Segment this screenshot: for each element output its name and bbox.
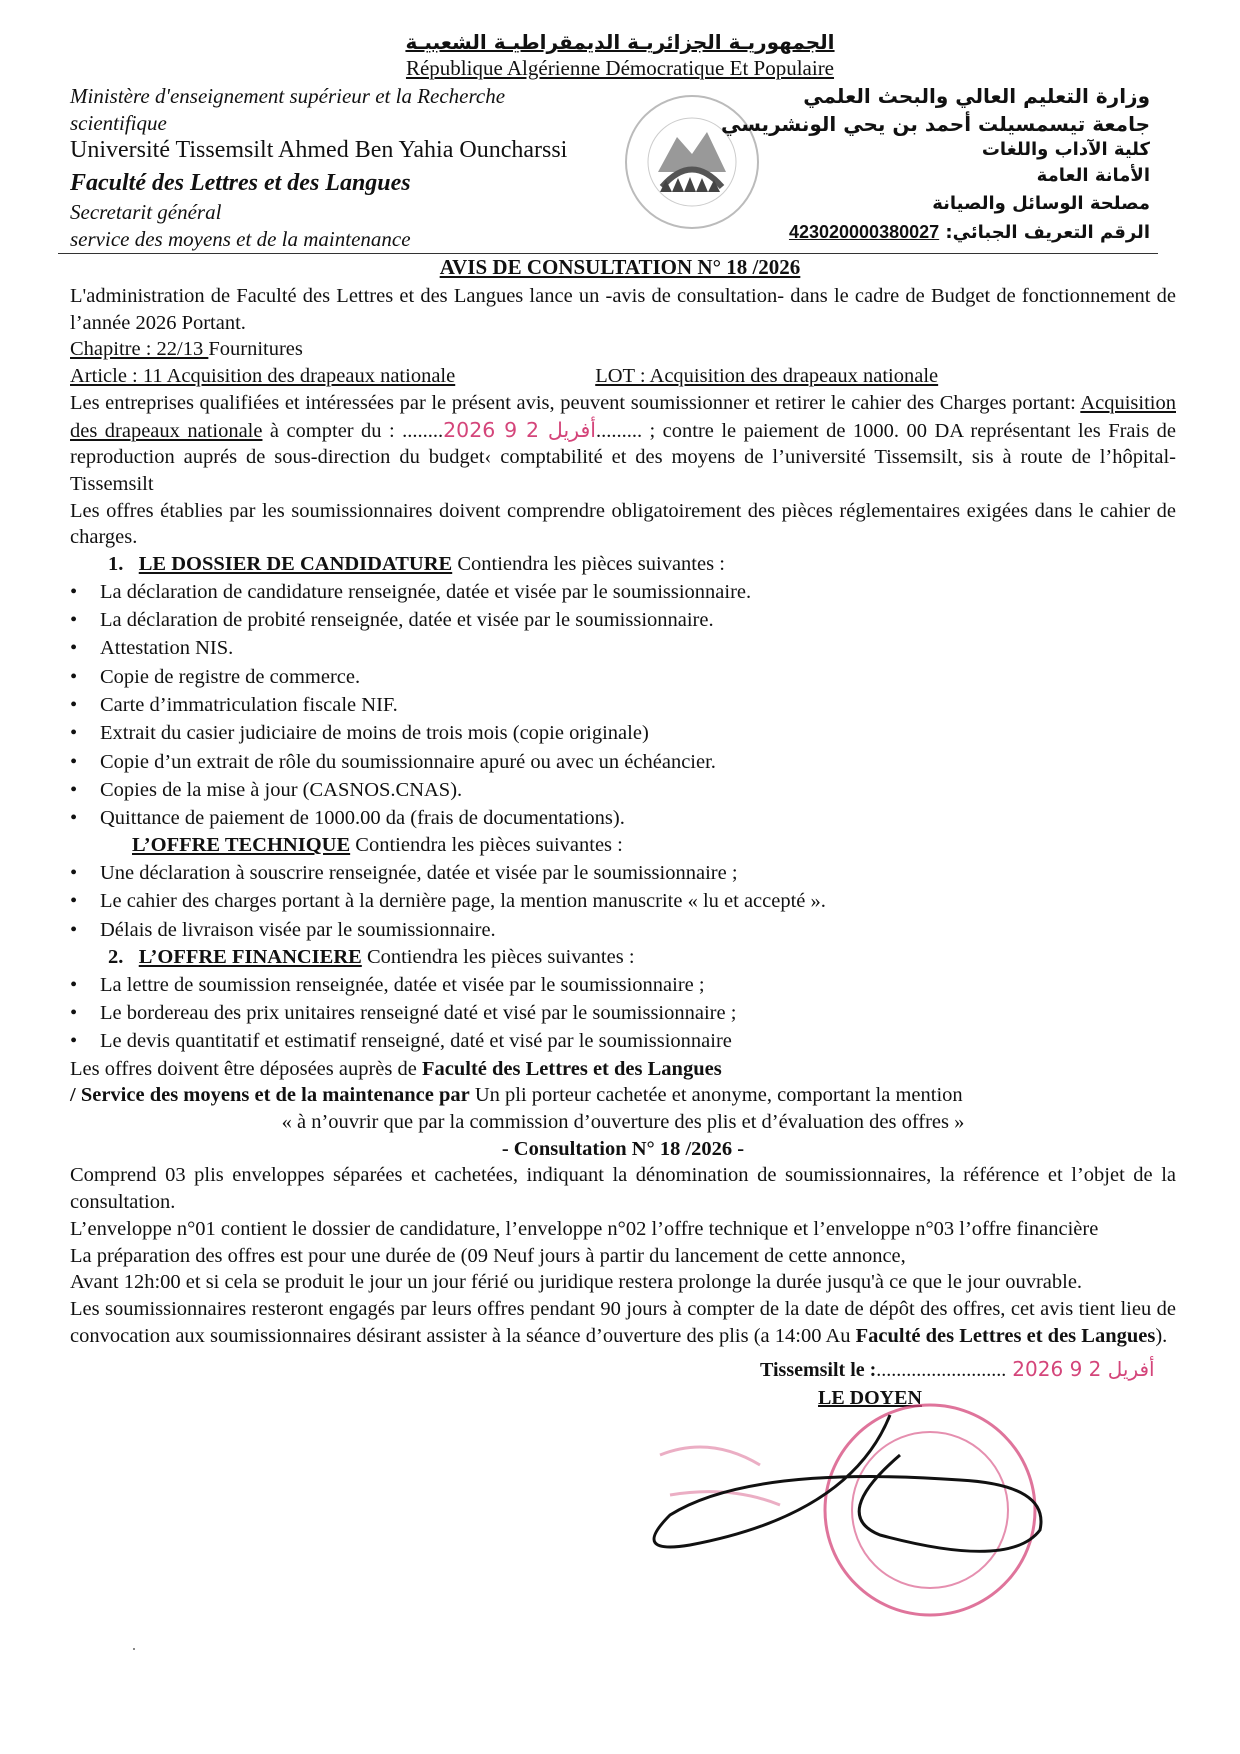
list-item: • La lettre de soumission renseignée, datée et visée par le soumissionnaire ; xyxy=(70,971,1176,999)
text: à compter du : ........ xyxy=(262,419,444,442)
list-item: • Le bordereau des prix unitaires renseigné daté et visé par le soumissionnaire ; xyxy=(70,999,1176,1027)
dots: .......................... xyxy=(876,1359,1007,1382)
consultation-ref: - Consultation N° 18 /2026 - xyxy=(501,1137,745,1160)
date-stamp-2: 2026 أفريل 2 9 xyxy=(1012,1357,1155,1382)
list-item: • Une déclaration à souscrire renseignée, datée et visée par le soumissionnaire ; xyxy=(70,859,1176,887)
mention: « à n’ouvrir que par la commission d’ouverture des plis et d’évaluation des offres » xyxy=(281,1111,965,1133)
service-ar: مصلحة الوسائل والصيانة xyxy=(932,193,1150,214)
section-rest: Contiendra les pièces suivantes : xyxy=(361,946,635,968)
secretariat-fr: Secretarit général xyxy=(70,200,222,224)
section-number: 2. xyxy=(108,946,124,968)
document-body xyxy=(70,283,1176,1412)
signature-block xyxy=(70,1355,1176,1412)
list-item: • Attestation NIS. xyxy=(70,634,1176,662)
text: Les entreprises qualifiées et intéressées par le présent avis, peuvent soumissionner et retirer le cahier des Charges portant: xyxy=(70,391,1081,414)
list-item: • La déclaration de probité renseignée, datée et visée par le soumissionnaire. xyxy=(70,606,1176,634)
section-rest: Contiendra les pièces suivantes : xyxy=(452,553,725,576)
date-stamp: 2026 أفريل 2 9 xyxy=(443,417,596,442)
text-bold: Faculté des Lettres et des Langues xyxy=(421,1057,722,1080)
university-fr: Université Tissemsilt Ahmed Ben Yahia Ouncharssi xyxy=(70,137,568,163)
republic: République Algérienne Démocratique Et Populaire xyxy=(405,56,835,80)
list-item: • Extrait du casier judiciaire de moins de trois mois (copie originale) xyxy=(70,719,1176,747)
arabic-republic: الجمهوريـة الجزائريـة الديمقراطيـة الشعبيـة xyxy=(405,30,835,54)
list-item: • Délais de livraison visée par le soumissionnaire. xyxy=(70,916,1176,944)
candidature-list xyxy=(70,578,1176,833)
scan-speck xyxy=(133,1648,135,1650)
list-item: • Copie de registre de commerce. xyxy=(70,663,1176,691)
list-item: • Le cahier des charges portant à la dernière page, la mention manuscrite « lu et accepté ». xyxy=(70,887,1176,915)
section-title: LE DOSSIER DE CANDIDATURE xyxy=(138,553,453,576)
secretariat-ar: الأمانة العامة xyxy=(1036,165,1150,186)
text-bold: / Service des moyens et de la maintenance par xyxy=(70,1084,470,1107)
paragraph: L’enveloppe n°01 contient le dossier de candidature, l’enveloppe n°02 l’offre technique et l’enveloppe n°03 l’offre financière xyxy=(70,1217,1099,1240)
fiscal-id xyxy=(789,222,1150,243)
paragraph: La préparation des offres est pour une durée de (09 Neuf jours à partir du lancement de cette annonce, xyxy=(70,1244,906,1267)
lot: LOT : Acquisition des drapeaux nationale xyxy=(595,365,939,388)
text-bold: Faculté des Lettres et des Langues xyxy=(855,1324,1156,1347)
university-ar: جامعة تيسمسيلت أحمد بن يحي الونشريسي xyxy=(720,112,1150,136)
document-title: AVIS DE CONSULTATION N° 18 /2026 xyxy=(439,255,801,279)
object: Acquisition des drapeaux nationale xyxy=(70,391,1176,442)
fiscal-id-number: 423020000380027 xyxy=(788,222,940,242)
section-rest: Contiendra les pièces suivantes : xyxy=(350,834,623,857)
fiscal-id-label: الرقم التعريف الجبائي: xyxy=(945,222,1150,243)
paragraph: Avant 12h:00 et si cela se produit le jour un jour férié ou juridique restera prolonge la durée jusqu'à ce que le jour ouvrable. xyxy=(70,1271,1083,1294)
text: ......... ; contre le paiement de 1000. 00 DA représentant les Frais de reproduction auprés de sous-direction du budget‹ comptabilité et des moyens de l’université Tissemsilt, sis à route de l’hôpital-Tissemsilt xyxy=(70,419,1176,495)
header-divider xyxy=(58,253,1158,254)
list-item: • Copies de la mise à jour (CASNOS.CNAS). xyxy=(70,776,1176,804)
ministry-fr: Ministère d'enseignement supérieur et la Recherche xyxy=(70,84,506,108)
text: ). xyxy=(1155,1324,1168,1347)
section-number: 1. xyxy=(108,553,124,576)
list-item: • La déclaration de candidature renseignée, datée et visée par le soumissionnaire. xyxy=(70,578,1176,606)
section-title: L’OFFRE TECHNIQUE xyxy=(132,834,351,857)
paragraph-withdrawal xyxy=(70,390,1176,498)
section-title: L’OFFRE FINANCIERE xyxy=(138,946,362,968)
service-fr: service des moyens et de la maintenance xyxy=(70,227,411,251)
ministry-ar: وزارة التعليم العالي والبحث العلمي xyxy=(803,84,1150,108)
list-item: • Le devis quantitatif et estimatif renseigné, daté et visé par le soumissionnaire xyxy=(70,1027,1176,1055)
chapitre-value: Fournitures xyxy=(208,338,303,361)
ministry-fr-2: scientifique xyxy=(70,111,167,135)
place-label: Tissemsilt le : xyxy=(760,1359,877,1382)
chapitre-label: Chapitre : 22/13 xyxy=(70,338,209,361)
list-item: • Quittance de paiement de 1000.00 da (frais de documentations). xyxy=(70,804,1176,832)
place-date xyxy=(760,1355,1176,1384)
faculty-ar: كلية الآداب واللغات xyxy=(981,139,1150,160)
list-item: • Carte d’immatriculation fiscale NIF. xyxy=(70,691,1176,719)
text: Les soumissionnaires resteront engagés par leurs offres pendant 90 jours à compter de la date de dépôt des offres, cet avis tient lieu de convocation aux soumissionnaires désirant assister à la séance d’ouverture des plis (a 14:00 Au xyxy=(70,1297,1176,1347)
intro: L'administration de Faculté des Lettres et des Langues lance un -avis de consultation- dans le cadre de Budget de fonctionnement de l’année 2026 Portant. xyxy=(70,285,1176,334)
text: Un pli porteur cachetée et anonyme, comportant la mention xyxy=(469,1084,963,1107)
technical-list xyxy=(70,859,1176,944)
article: Article : 11 Acquisition des drapeaux nationale xyxy=(70,365,456,388)
faculty-fr: Faculté des Lettres et des Langues xyxy=(70,170,411,196)
paragraph: Comprend 03 plis enveloppes séparées et cachetées, indiquant la dénomination de soumissionnaires, la référence et l’objet de la consultation. xyxy=(70,1164,1176,1214)
paragraph-offers: Les offres établies par les soumissionnaires doivent comprendre obligatoirement des pièces réglementaires exigées dans le cahier de charges. xyxy=(70,499,1176,549)
official-seal-and-signature xyxy=(630,1395,1110,1645)
text: Les offres doivent être déposées auprès de xyxy=(70,1057,422,1080)
signatory: LE DOYEN xyxy=(818,1387,922,1410)
list-item: • Copie d’un extrait de rôle du soumissionnaire apuré ou avec un échéancier. xyxy=(70,748,1176,776)
financial-list xyxy=(70,971,1176,1056)
